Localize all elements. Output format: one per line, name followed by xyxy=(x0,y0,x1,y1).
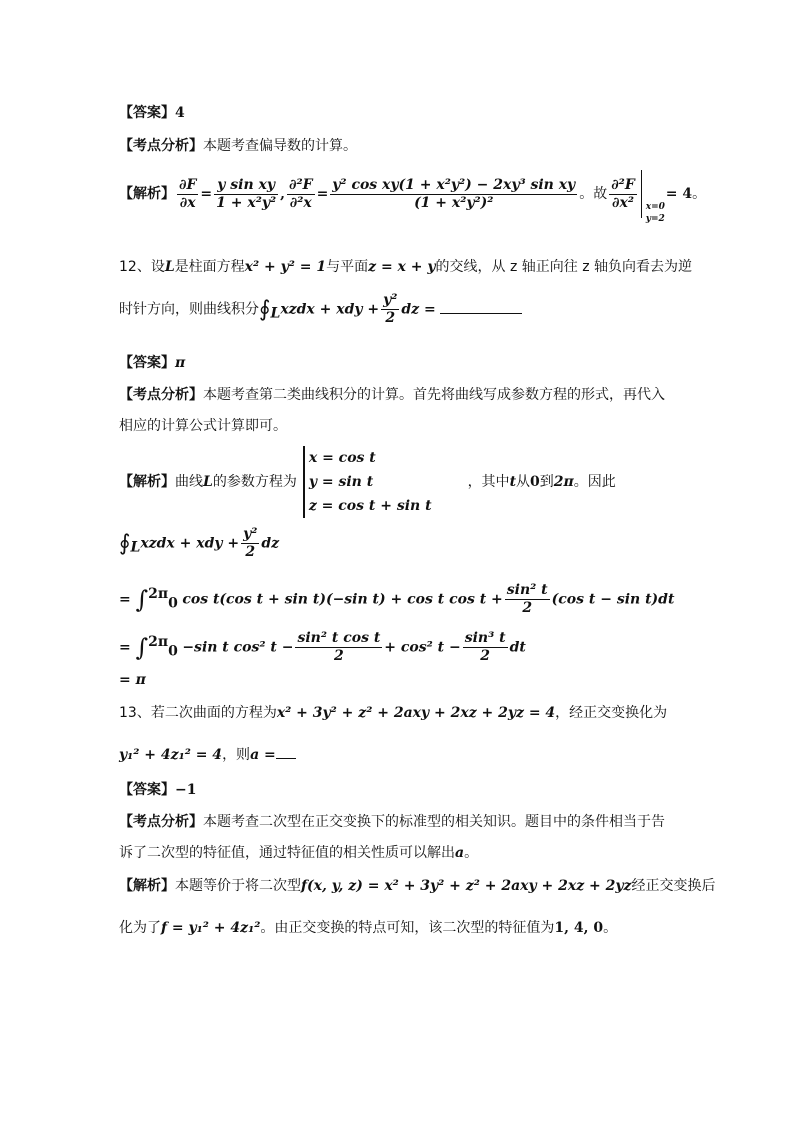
q12-answer xyxy=(119,352,185,372)
q11-f1-frac xyxy=(214,177,278,212)
q12-calc1-b: dz xyxy=(261,535,280,552)
q13-text-a: 13、若二次曲面的方程为 xyxy=(119,705,277,721)
q12-sol-d: 从 xyxy=(516,474,531,490)
q12-calc-line4 xyxy=(119,672,146,688)
q12-calc2-frac-den: 2 xyxy=(522,600,533,616)
q11-eq2: = xyxy=(316,186,329,202)
q12-analysis-text1: 本题考查第二类曲线积分的计算。首先将曲线写成参数方程的形式，再代入 xyxy=(203,387,665,403)
q13-sol-2eq: f = y₁² + 4z₁² xyxy=(161,920,261,936)
q11-analysis xyxy=(119,135,357,155)
q11-f2-num: y² cos xy(1 + x²y²) − 2xy³ sin xy xyxy=(332,176,576,193)
q12-calc3-integral: ∫ xyxy=(135,633,149,662)
q13-sol-2c: 。 xyxy=(603,920,618,936)
q12-text-d: 的交线，从 z 轴正向往 z 轴负向看去为逆 xyxy=(435,259,693,275)
q12-calc2-lim-top: 2π xyxy=(148,585,169,602)
q12-calc3-lim-top: 2π xyxy=(148,633,169,650)
solution-tag: 【解析】 xyxy=(119,878,175,894)
q12-calc2-frac xyxy=(505,582,550,617)
q12-answer-blank xyxy=(440,301,522,314)
q12-text-b: 是柱面方程 xyxy=(174,259,245,275)
q12-question-line2 xyxy=(119,292,522,327)
q12-sol-b: 的参数方程为 xyxy=(212,474,297,490)
q12-frac-num: y² xyxy=(383,292,398,308)
q12-frac-den: 2 xyxy=(385,310,396,326)
q12-calc-integral-sub: L xyxy=(130,539,141,556)
q12-calc3-den2: 2 xyxy=(480,648,491,664)
q11-d2F2-den: ∂x² xyxy=(612,194,634,211)
q13-var: a = xyxy=(250,747,276,763)
q13-answer-blank xyxy=(276,746,296,759)
answer-tag: 【答案】 xyxy=(119,782,175,798)
q12-integrand-a: xzdx + xdy + xyxy=(280,301,380,318)
q12-calc2-c: (cos t − sin t)dt xyxy=(551,591,675,608)
q12-param-system xyxy=(303,446,432,518)
q12-sys-x: x = cos t xyxy=(308,450,376,466)
q12-integral-sub: L xyxy=(270,305,281,322)
q12-calc-line2 xyxy=(119,582,674,617)
q13-analysis-a: a xyxy=(455,845,465,861)
q12-integral-sign: ∮ xyxy=(259,297,271,322)
q13-solution-line1 xyxy=(119,875,715,895)
q12-integrand-b: dz = xyxy=(401,301,436,318)
q12-sol-f: 。因此 xyxy=(573,474,616,490)
q12-calc3-num1: sin² t cos t xyxy=(297,630,381,646)
q12-calc3-d: dt xyxy=(509,639,526,656)
q12-eq2: z = x + y xyxy=(368,259,436,275)
q13-question-line1 xyxy=(119,702,667,722)
q11-therefore: 。故 xyxy=(579,186,608,202)
q11-analysis-text: 本题考查偏导数的计算。 xyxy=(203,138,357,154)
q12-calc2-b: cos t(cos t + sin t)(−sin t) + cos t cos t + xyxy=(182,591,503,608)
q11-solution xyxy=(119,170,707,224)
q11-result: = 4 xyxy=(665,186,693,202)
q12-sol-e: 到 xyxy=(539,474,554,490)
q12-analysis-line2 xyxy=(119,415,287,435)
q11-f1-num: y sin xy xyxy=(214,177,278,195)
q11-answer xyxy=(119,102,185,122)
answer-tag: 【答案】 xyxy=(119,105,175,121)
q12-sol-0: 0 xyxy=(530,474,540,490)
q12-frac xyxy=(381,292,399,327)
q12-calc1-frac xyxy=(241,526,259,561)
q12-calc2-eq: = xyxy=(119,591,136,608)
q11-eval-bar xyxy=(641,170,665,224)
q12-calc2-frac-num: sin² t xyxy=(506,582,548,598)
q12-calc4: = π xyxy=(119,672,146,688)
q13-sol-1a: 本题等价于将二次型 xyxy=(175,878,301,894)
q13-question-line2 xyxy=(119,744,296,764)
q11-f1-den: 1 + x²y² xyxy=(216,194,277,211)
q12-sol-t: t xyxy=(509,474,517,490)
q11-f2-frac xyxy=(330,177,577,212)
q11-eval-bot: y=2 xyxy=(645,214,665,224)
q12-calc3-b: −sin t cos² t − xyxy=(182,639,294,656)
q12-sol-a: 曲线 xyxy=(175,474,203,490)
q13-sol-eigenvalues: 1, 4, 0 xyxy=(554,920,604,936)
solution-tag: 【解析】 xyxy=(119,474,175,490)
q12-sol-L: L xyxy=(203,474,213,490)
q12-calc1-frac-num: y² xyxy=(243,526,258,542)
q11-dF-num: ∂F xyxy=(179,176,197,193)
q13-analysis-text2: 诉了二次型的特征值，通过特征值的相关性质可以解出 xyxy=(119,845,455,861)
q11-d2F-frac xyxy=(287,177,315,212)
q12-calc3-c: + cos² t − xyxy=(384,639,461,656)
q13-sol-1b: 经正交变换后 xyxy=(631,878,716,894)
q13-answer-value: −1 xyxy=(175,782,197,798)
q12-answer-value: π xyxy=(175,355,186,371)
q13-canonical: y₁² + 4z₁² = 4 xyxy=(119,747,223,763)
q11-dF-den: ∂x xyxy=(179,194,196,211)
q12-text-c: 与平面 xyxy=(326,259,369,275)
q12-L: L xyxy=(164,259,175,275)
q13-sol-1eq: f(x, y, z) = x² + 3y² + z² + 2axy + 2xz + 2yz xyxy=(301,878,632,894)
q11-d2F2-num: ∂²F xyxy=(611,176,635,193)
q11-end: 。 xyxy=(692,186,707,202)
q12-calc3-frac1 xyxy=(295,630,382,665)
solution-tag: 【解析】 xyxy=(119,186,175,202)
analysis-tag: 【考点分析】 xyxy=(119,138,203,154)
q12-number: 12、设 xyxy=(119,259,165,275)
q12-sol-2pi: 2π xyxy=(553,474,574,490)
q13-analysis-end: 。 xyxy=(464,845,479,861)
q13-equation: x² + 3y² + z² + 2axy + 2xz + 2yz = 4 xyxy=(276,705,556,721)
answer-tag: 【答案】 xyxy=(119,355,175,371)
q12-calc2-lim-bot: 0 xyxy=(168,595,178,612)
q11-comma: , xyxy=(280,186,285,202)
q13-sol-2b: 。由正交变换的特点可知，该二次型的特征值为 xyxy=(260,920,555,936)
q13-text-b: ，经正交变换化为 xyxy=(555,705,668,721)
q12-solution xyxy=(119,446,616,518)
q11-dF-frac xyxy=(177,177,198,212)
q13-answer xyxy=(119,779,196,799)
q11-eq1: = xyxy=(200,186,213,202)
q12-calc3-lim-bot: 0 xyxy=(168,643,178,660)
q12-calc1-a: xzdx + xdy + xyxy=(140,535,240,552)
q13-solution-line2 xyxy=(119,917,617,937)
q11-d2F-num: ∂²F xyxy=(289,176,313,193)
q12-analysis-text2: 相应的计算公式计算即可。 xyxy=(119,418,287,434)
q12-calc3-eq: = xyxy=(119,639,136,656)
q13-text-c: ，则 xyxy=(222,747,251,763)
q12-calc1-frac-den: 2 xyxy=(245,544,256,560)
q12-sys-z: z = cos t + sin t xyxy=(308,498,432,514)
q11-d2F2-frac xyxy=(609,177,637,212)
q12-calc3-frac2 xyxy=(463,630,508,665)
q11-answer-value: 4 xyxy=(175,105,185,121)
analysis-tag: 【考点分析】 xyxy=(119,814,203,830)
q12-sys-y: y = sin t xyxy=(308,474,374,490)
q11-eval-top: x=0 xyxy=(645,202,665,212)
q12-sol-c: ，其中 xyxy=(467,474,510,490)
q13-sol-2a: 化为了 xyxy=(119,920,161,936)
q13-analysis-line2 xyxy=(119,842,478,862)
q12-analysis-line1 xyxy=(119,384,665,404)
q12-question-line1 xyxy=(119,256,692,276)
q12-eq1: x² + y² = 1 xyxy=(244,259,327,275)
q12-calc-line3 xyxy=(119,630,526,665)
q13-analysis-text1: 本题考查二次型在正交变换下的标准型的相关知识。题目中的条件相当于告 xyxy=(203,814,665,830)
q12-calc2-integral: ∫ xyxy=(135,585,149,614)
analysis-tag: 【考点分析】 xyxy=(119,387,203,403)
q13-analysis-line1 xyxy=(119,811,665,831)
q11-f2-den: (1 + x²y²)² xyxy=(414,194,494,211)
q12-calc3-num2: sin³ t xyxy=(464,630,506,646)
q11-d2F-den: ∂²x xyxy=(289,194,312,211)
q12-line2-text: 时针方向，则曲线积分 xyxy=(119,301,259,318)
q12-calc-line1 xyxy=(119,526,279,561)
q12-calc3-den1: 2 xyxy=(334,648,344,664)
q12-calc-integral-sign: ∮ xyxy=(119,531,131,556)
